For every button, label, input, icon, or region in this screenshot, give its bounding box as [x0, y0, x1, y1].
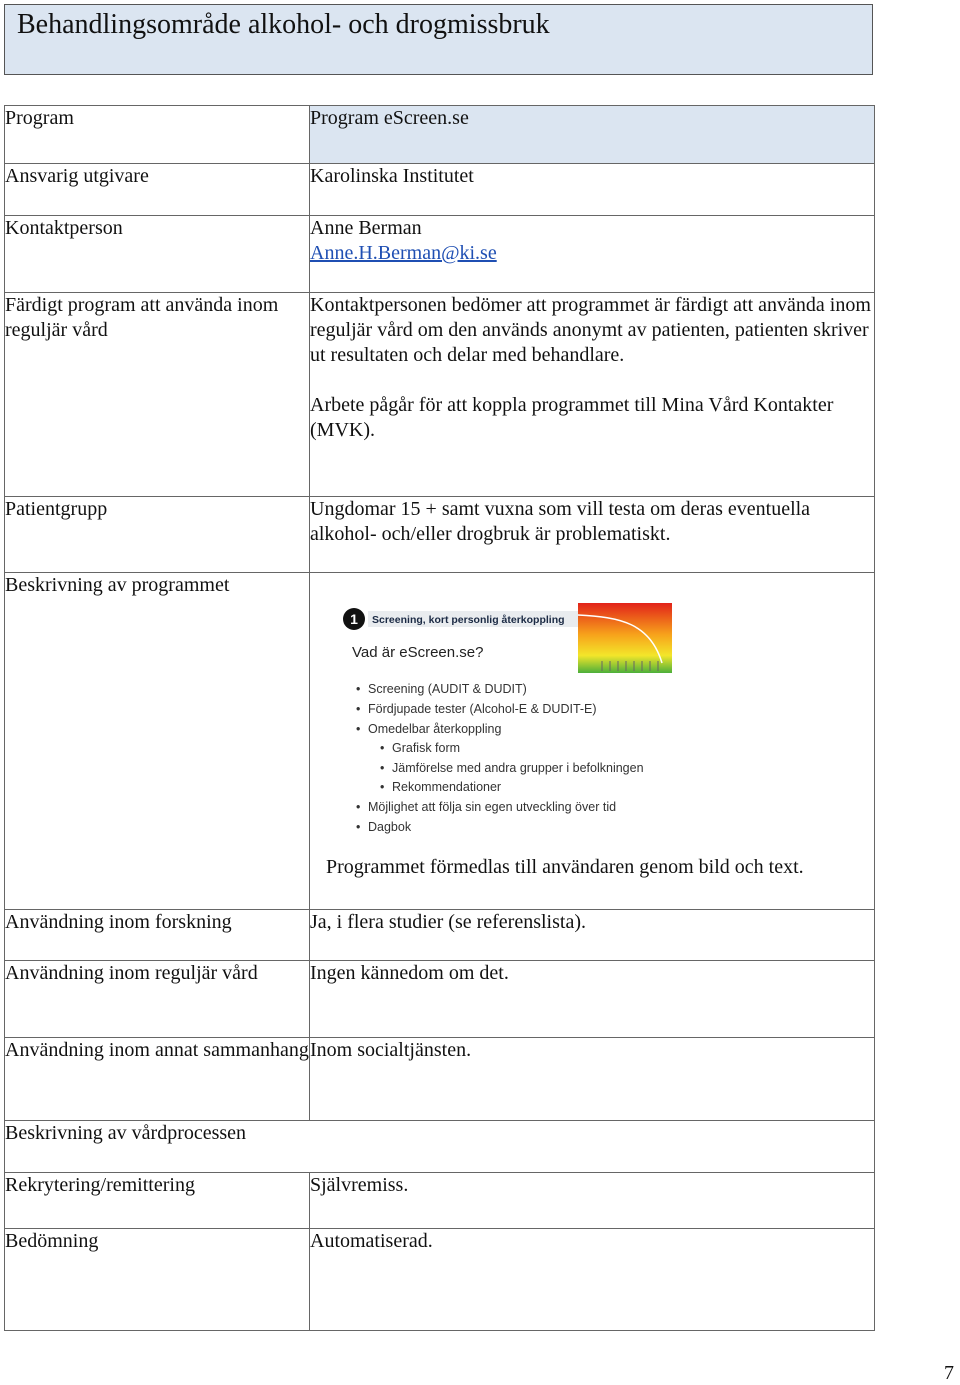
bullet-dot: • [356, 702, 361, 716]
value-other: Inom socialtjänsten. [310, 1038, 875, 1121]
row-contact [5, 216, 875, 293]
step-number: 1 [350, 611, 358, 627]
label-other: Användning inom annat sammanhang [5, 1038, 310, 1121]
label-regular-care: Användning inom reguljär vård [5, 961, 310, 1038]
label-patients: Patientgrupp [5, 497, 310, 573]
page-heading-box [4, 4, 873, 75]
bullet-feedback: Omedelbar återkoppling [368, 722, 502, 736]
row-publisher [5, 164, 875, 216]
label-recruitment: Rekrytering/remittering [5, 1173, 310, 1229]
bullet-screening: Screening (AUDIT & DUDIT) [368, 682, 527, 696]
ready-paragraph-1: Kontaktpersonen bedömer att programmet är färdigt att använda inom reguljär vård om den används anonymt av patienten, patienten skriver ut resultaten och delar med behandlare. [310, 294, 871, 366]
label-assessment: Bedömning [5, 1229, 310, 1331]
value-publisher: Karolinska Institutet [310, 164, 875, 216]
row-regular-care [5, 961, 875, 1038]
label-ready: Färdigt program att använda inom reguljär vård [5, 293, 310, 497]
bullet-dot: • [380, 741, 385, 755]
label-research: Användning inom forskning [5, 910, 310, 961]
row-assessment [5, 1229, 875, 1331]
value-research: Ja, i flera studier (se referenslista). [310, 910, 875, 961]
bullet-dot: • [356, 800, 361, 814]
bullet-dot: • [356, 722, 361, 736]
label-program: Program [5, 106, 310, 164]
value-recruitment: Självremiss. [310, 1173, 875, 1229]
row-ready [5, 293, 875, 497]
row-patients [5, 497, 875, 573]
value-assessment: Automatiserad. [310, 1229, 875, 1331]
program-info-table [4, 105, 875, 1331]
bullet-graphic: Grafisk form [392, 741, 461, 755]
row-research [5, 910, 875, 961]
row-description [5, 573, 875, 910]
label-description: Beskrivning av programmet [5, 573, 310, 910]
bullet-tests: Fördjupade tester (Alcohol-E & DUDIT-E) [368, 702, 597, 716]
label-publisher: Ansvarig utgivare [5, 164, 310, 216]
label-care-process: Beskrivning av vårdprocessen [5, 1121, 875, 1173]
bullet-recommend: Rekommendationer [392, 780, 502, 794]
row-care-process [5, 1121, 875, 1173]
image-question: Vad är eScreen.se? [352, 644, 484, 661]
row-recruitment [5, 1173, 875, 1229]
contact-name: Anne Berman [310, 217, 422, 239]
page-number: 7 [944, 1362, 954, 1384]
bullet-diary: Dagbok [368, 820, 412, 834]
value-contact [310, 216, 875, 293]
value-description [310, 573, 875, 910]
value-program: Program eScreen.se [310, 106, 875, 164]
bullet-progress: Möjlighet att följa sin egen utveckling över tid [368, 800, 617, 814]
bullet-compare: Jämförelse med andra grupper i befolkningen [392, 761, 644, 775]
value-patients: Ungdomar 15 + samt vuxna som vill testa om deras eventuella alkohol- och/eller drogbruk är problematiskt. [310, 497, 875, 573]
row-other [5, 1038, 875, 1121]
value-regular-care: Ingen kännedom om det. [310, 961, 875, 1038]
bullet-dot: • [380, 761, 385, 775]
bullet-dot: • [356, 682, 361, 696]
image-banner: Screening, kort personlig återkoppling [372, 614, 565, 626]
escreen-screenshot [340, 593, 680, 841]
page-title: Behandlingsområde alkohol- och drogmissbruk [17, 9, 550, 40]
bullet-dot: • [356, 820, 361, 834]
label-contact: Kontaktperson [5, 216, 310, 293]
value-ready [310, 293, 875, 497]
contact-email-link[interactable]: Anne.H.Berman@ki.se [310, 242, 497, 264]
row-program [5, 106, 875, 164]
bullet-dot: • [380, 780, 385, 794]
ready-paragraph-2: Arbete pågår för att koppla programmet till Mina Vård Kontakter (MVK). [310, 394, 834, 441]
description-caption: Programmet förmedlas till användaren genom bild och text. [326, 856, 804, 878]
